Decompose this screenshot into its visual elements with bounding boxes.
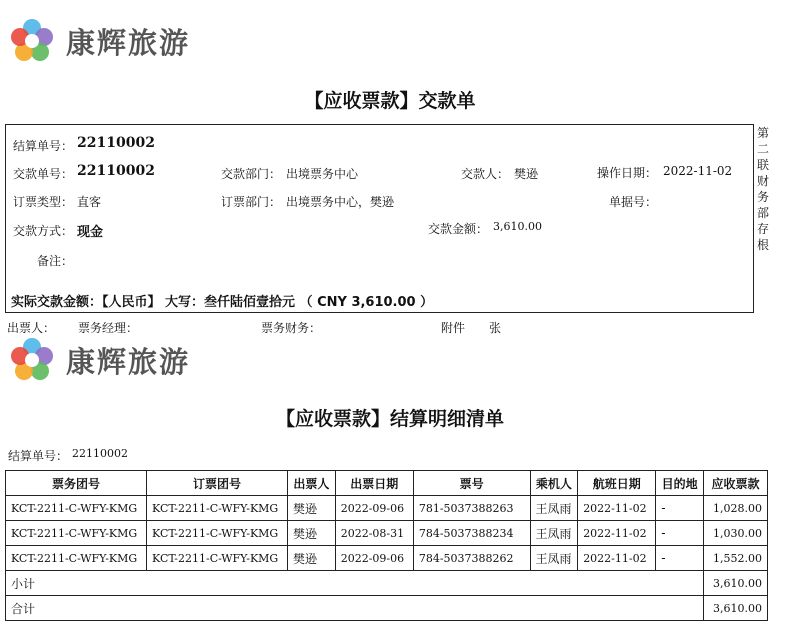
cell-passenger: 王凤雨 [530, 496, 578, 521]
column-header: 乘机人 [530, 471, 578, 496]
side-note [757, 125, 771, 253]
ticket-type-label: 订票类型： [13, 195, 74, 209]
side-note-char: 存 [757, 222, 770, 236]
cell-receivable: 1,028.00 [703, 496, 767, 521]
payer-label: 交款人： [461, 167, 510, 181]
cell-ticket-group: KCT-2211-C-WFY-KMG [6, 496, 147, 521]
side-note-char: 务 [757, 190, 770, 204]
cell-flight-date: 2022-11-02 [578, 496, 656, 521]
cell-ticket-group: KCT-2211-C-WFY-KMG [6, 546, 147, 571]
total-label: 合计 [6, 596, 704, 621]
detail-title: 【应收票款】结算明细清单 [275, 408, 504, 430]
doc-no-label: 单据号： [609, 195, 658, 209]
table-row [6, 496, 768, 521]
side-note-char: 二 [757, 142, 770, 156]
dept-label: 交款部门： [221, 167, 282, 181]
cell-ticket-no: 781-5037388263 [413, 496, 530, 521]
cell-issue-date: 2022-09-06 [335, 546, 413, 571]
flower-logo-icon [8, 336, 56, 384]
column-header: 出票日期 [335, 471, 413, 496]
column-header: 航班日期 [578, 471, 656, 496]
order-dept-label: 订票部门： [221, 195, 282, 209]
cell-issuer: 樊逊 [288, 496, 336, 521]
cell-order-group: KCT-2211-C-WFY-KMG [147, 496, 288, 521]
amount-label: 交款金额： [428, 222, 489, 236]
pay-no-label: 交款单号： [13, 167, 74, 181]
column-header: 出票人 [288, 471, 336, 496]
cell-receivable: 1,552.00 [703, 546, 767, 571]
side-note-char: 部 [757, 206, 770, 220]
brand-name: 康辉旅游 [66, 25, 191, 60]
op-date-label: 操作日期： [597, 166, 658, 180]
pay-no: 22110002 [77, 163, 155, 179]
finance-label: 票务财务： [261, 321, 322, 335]
cell-issue-date: 2022-08-31 [335, 521, 413, 546]
settle-no-label: 结算单号： [13, 139, 74, 153]
cell-destination: - [656, 496, 704, 521]
attachment-label: 附件 [441, 321, 466, 335]
cell-receivable: 1,030.00 [703, 521, 767, 546]
total-row [6, 596, 768, 621]
amount: 3,610.00 [493, 220, 542, 233]
cell-passenger: 王凤雨 [530, 546, 578, 571]
column-header: 订票团号 [147, 471, 288, 496]
remark-label: 备注： [37, 254, 74, 268]
issuer-label: 出票人： [7, 321, 56, 335]
settle-no: 22110002 [77, 135, 155, 151]
total-value: 3,610.00 [703, 596, 767, 621]
brand-name: 康辉旅游 [66, 344, 191, 379]
column-header: 票号 [413, 471, 530, 496]
table-row [6, 521, 768, 546]
cell-issuer: 樊逊 [288, 546, 336, 571]
cell-ticket-group: KCT-2211-C-WFY-KMG [6, 521, 147, 546]
receipt-box [5, 124, 754, 313]
cell-ticket-no: 784-5037388262 [413, 546, 530, 571]
cell-issue-date: 2022-09-06 [335, 496, 413, 521]
table-row [6, 546, 768, 571]
cell-destination: - [656, 546, 704, 571]
op-date: 2022-11-02 [663, 164, 733, 178]
side-note-char: 根 [757, 238, 770, 252]
table-header-row [6, 471, 768, 496]
detail-settle-no-label: 结算单号： [8, 449, 69, 463]
side-note-char: 第 [757, 126, 770, 140]
cell-passenger: 王凤雨 [530, 521, 578, 546]
method: 现金 [77, 225, 104, 240]
method-label: 交款方式： [13, 224, 74, 238]
cell-destination: - [656, 521, 704, 546]
payer: 樊逊 [514, 167, 539, 181]
column-header: 应收票款 [703, 471, 767, 496]
dept: 出境票务中心 [286, 167, 359, 181]
subtotal-value: 3,610.00 [703, 571, 767, 596]
subtotal-row [6, 571, 768, 596]
cell-flight-date: 2022-11-02 [578, 521, 656, 546]
brand-logo [8, 17, 190, 65]
flower-logo-icon [8, 17, 56, 65]
order-dept: 出境票务中心，樊逊 [286, 195, 395, 209]
detail-table [5, 470, 768, 621]
ticket-type: 直客 [77, 195, 102, 209]
brand-logo [8, 336, 190, 384]
side-note-char: 联 [757, 158, 770, 172]
side-note-char: 财 [757, 174, 770, 188]
cell-issuer: 樊逊 [288, 521, 336, 546]
detail-settle-no: 22110002 [72, 447, 128, 460]
cell-flight-date: 2022-11-02 [578, 546, 656, 571]
receipt-title: 【应收票款】交款单 [304, 90, 476, 112]
cell-ticket-no: 784-5037388234 [413, 521, 530, 546]
cell-order-group: KCT-2211-C-WFY-KMG [147, 546, 288, 571]
actual-amount: 实际交款金额：【人民币】 大写：叁仟陆佰壹拾元 （ CNY 3,610.00 ） [11, 295, 434, 310]
column-header: 票务团号 [6, 471, 147, 496]
column-header: 目的地 [656, 471, 704, 496]
manager-label: 票务经理： [78, 321, 139, 335]
cell-order-group: KCT-2211-C-WFY-KMG [147, 521, 288, 546]
sheets-label: 张 [489, 321, 502, 335]
subtotal-label: 小计 [6, 571, 704, 596]
